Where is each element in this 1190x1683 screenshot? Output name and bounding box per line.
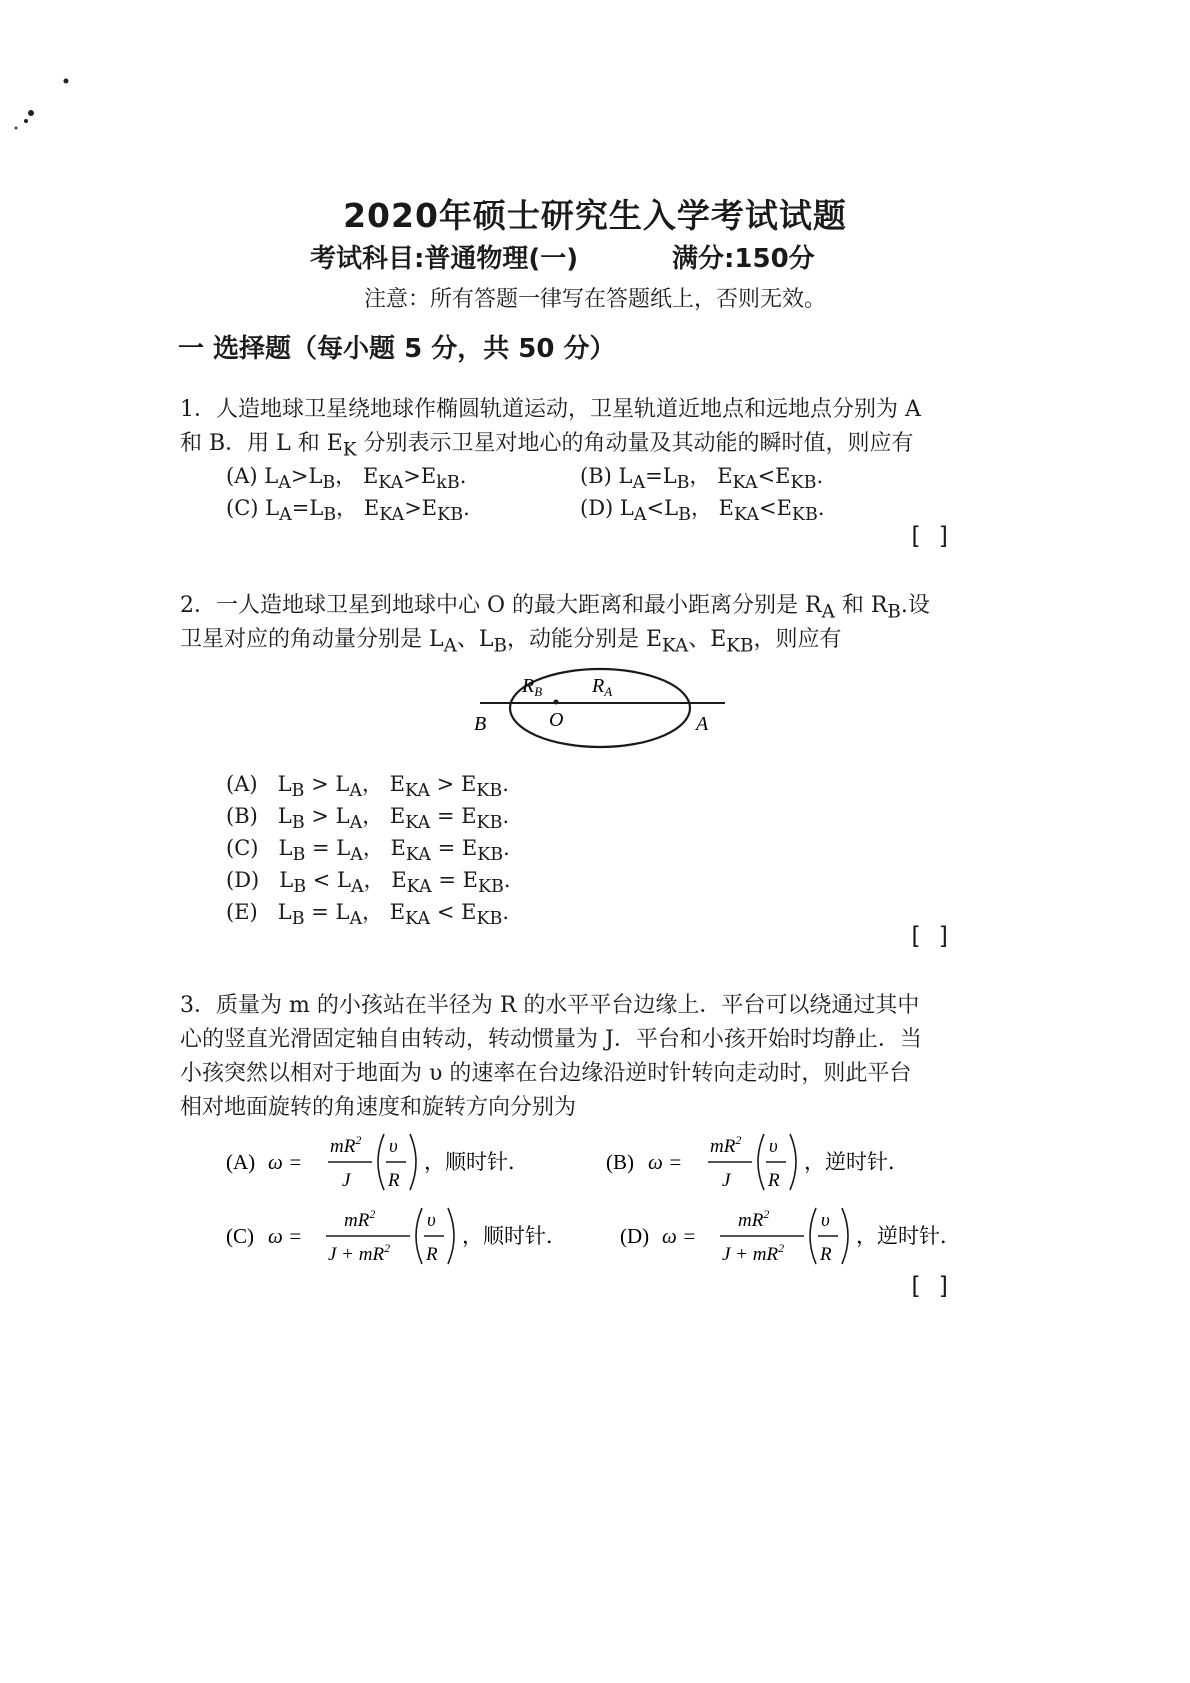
section-title: 一 选择题（每小题 5 分，共 50 分）: [178, 334, 616, 364]
q3-line-4: 相对地面旋转的角速度和旋转方向分别为: [180, 1095, 577, 1120]
label-a: A: [696, 713, 709, 735]
q2-answer-bracket: [ ]: [908, 922, 952, 950]
q3-option-a: [226, 1126, 596, 1196]
q2-option-e: (E) $L_B = L_A$， $E_{KA} < E_{KB}$.: [226, 900, 510, 930]
q3-option-c-denominator: $J + mR^2$: [328, 1241, 391, 1265]
q3-option-c: [226, 1200, 606, 1270]
q3-line-2: 心的竖直光滑固定轴自由转动，转动惯量为 J．平台和小孩开始时均静止．当: [180, 1027, 922, 1052]
q3-option-d-denominator: $J + mR^2$: [722, 1241, 785, 1265]
label-b: B: [474, 713, 487, 735]
q3-option-c-numerator: $mR^2$: [344, 1207, 376, 1231]
q1-option-b: (B) $L_A=L_B$， $E_{KA}<E_{KB}$.: [580, 464, 824, 494]
q3-option-d: [620, 1200, 1000, 1270]
q3-option-d-label: (D): [620, 1224, 650, 1248]
q3-option-b-v: υ: [769, 1136, 778, 1157]
q3-option-b-omega: ω =: [648, 1150, 683, 1174]
q3-option-a-label: (A): [226, 1150, 256, 1174]
q3-option-c-r: R: [426, 1244, 438, 1265]
q3-option-a-direction: ，顺时针．: [424, 1150, 529, 1174]
q3-line-1: 3．质量为 m 的小孩站在半径为 R 的水平平台边缘上．平台可以绕通过其中: [180, 993, 920, 1018]
orbit-diagram: [470, 658, 730, 758]
q1-answer-bracket: [ ]: [908, 522, 952, 550]
q3-option-b-denominator: J: [722, 1170, 731, 1191]
q2-option-c: (C) $L_B = L_A$， $E_{KA} = E_{KB}$.: [226, 836, 510, 866]
q3-option-b-label: (B): [606, 1150, 634, 1174]
q3-option-c-direction: ，顺时针．: [462, 1224, 567, 1248]
exam-subject: 考试科目:普通物理(一): [310, 244, 579, 274]
q3-option-b-direction: ，逆时针．: [804, 1150, 909, 1174]
q2-option-a: (A) $L_B > L_A$， $E_{KA} > E_{KB}$.: [226, 772, 509, 802]
q3-option-d-omega: ω =: [662, 1224, 697, 1248]
label-o: O: [549, 709, 564, 731]
q3-option-c-omega: ω =: [268, 1224, 303, 1248]
q3-option-c-v: υ: [427, 1210, 436, 1231]
q3-option-d-numerator: $mR^2$: [738, 1207, 770, 1231]
scan-specks: [0, 0, 90, 140]
q1-option-d: (D) $L_A<L_B$， $E_{KA}<E_{KB}$.: [580, 496, 825, 526]
exam-title: 2020年硕士研究生入学考试试题: [343, 196, 847, 235]
q3-option-a-numerator: $mR^2$: [330, 1133, 362, 1157]
q3-option-d-v: υ: [821, 1210, 830, 1231]
q3-option-a-r: R: [388, 1170, 400, 1191]
q3-option-a-denominator: J: [342, 1170, 351, 1191]
q3-line-3: 小孩突然以相对于地面为 υ 的速率在台边缘沿逆时针转向走动时，则此平台: [180, 1061, 912, 1086]
q3-option-b: [606, 1126, 966, 1196]
q1-option-c: (C) $L_A=L_B$， $E_{KA}>E_{KB}$.: [226, 496, 470, 526]
q3-option-d-direction: ，逆时针．: [856, 1224, 961, 1248]
q3-option-a-omega: ω =: [268, 1150, 303, 1174]
q3-option-d-r: R: [820, 1244, 832, 1265]
q3-option-c-label: (C): [226, 1224, 254, 1248]
center-dot: [554, 700, 559, 705]
q3-option-b-r: R: [768, 1170, 780, 1191]
label-ra: $R_A$: [592, 675, 613, 699]
q1-line-2: 和 B．用 L 和 $E_K$ 分别表示卫星对地心的角动量及其动能的瞬时值，则应有: [180, 431, 914, 461]
exam-notice: 注意：所有答题一律写在答题纸上，否则无效。: [363, 287, 826, 312]
q2-option-b: (B) $L_B > L_A$， $E_{KA} = E_{KB}$.: [226, 804, 510, 834]
q3-option-a-v: υ: [389, 1136, 398, 1157]
q3-answer-bracket: [ ]: [908, 1272, 952, 1300]
label-rb: $R_B$: [522, 675, 543, 699]
q2-option-d: (D) $L_B < L_A$， $E_{KA} = E_{KB}$.: [226, 868, 511, 898]
q3-option-b-numerator: $mR^2$: [710, 1133, 742, 1157]
q2-line-2: 卫星对应的角动量分别是 $L_A$、$L_B$，动能分别是 $E_{KA}$、$E_{KB}$，则应有: [180, 627, 842, 657]
q2-line-1: 2．一人造地球卫星到地球中心 O 的最大距离和最小距离分别是 $R_A$ 和 $R_B$.设: [180, 593, 930, 623]
q1-line-1: 1．人造地球卫星绕地球作椭圆轨道运动，卫星轨道近地点和远地点分别为 A: [180, 397, 921, 422]
q1-option-a: (A) $L_A>L_B$， $E_{KA}>E_{kB}$.: [226, 464, 467, 494]
full-score: 满分:150分: [672, 244, 815, 274]
